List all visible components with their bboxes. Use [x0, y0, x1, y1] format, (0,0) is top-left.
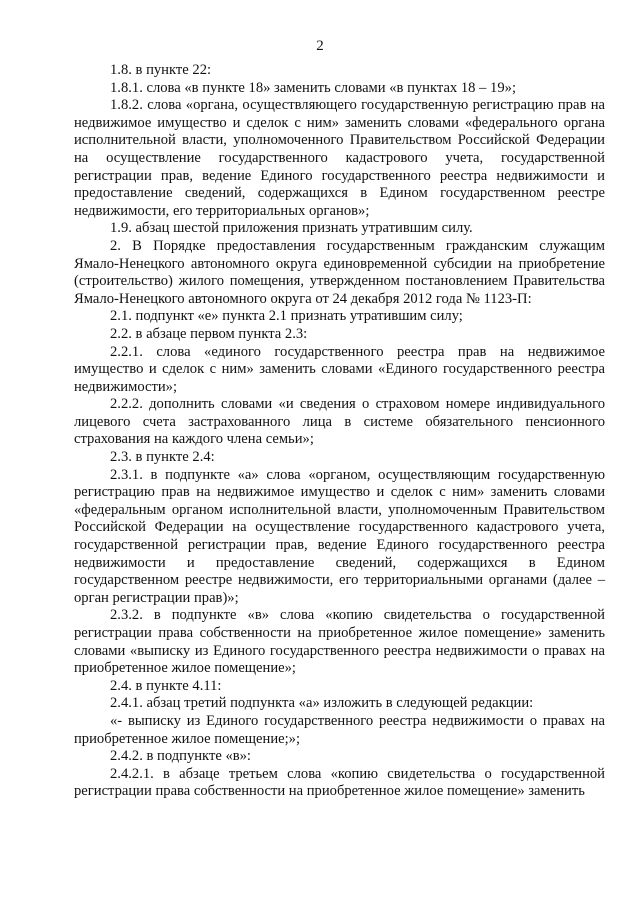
paragraph-2-2-1: 2.2.1. слова «единого государственного реестра прав на недвижимое имущество и сделок с ним» заменить словами «Единого государственного реестра недвижимости»; [74, 343, 605, 395]
paragraph-2-4-2: 2.4.2. в подпункте «в»: [110, 748, 251, 765]
paragraph-2-3-2: 2.3.2. в подпункте «в» слова «копию свидетельства о государственной регистрации права собственности на приобретенное жилое помещение» заменить словами «выписку из Единого государственного реестра недвижимости о правах на приобретенное жилое помещение»; [74, 607, 605, 677]
paragraph-2-1: 2.1. подпункт «е» пункта 2.1 признать утратившим силу; [110, 308, 463, 325]
paragraph-1-9: 1.9. абзац шестой приложения признать утратившим силу. [110, 220, 473, 237]
paragraph-2-3-1: 2.3.1. в подпункте «а» слова «органом, осуществляющим государственную регистрацию прав на недвижимое имущество и сделок с ним» заменить словами «федеральным органом исполнительной власти, уполномоченным Правительством Российской Федерации на осуществление государственного кадастрового учета, государственной регистрации прав, ведение Единого государственного реестра недвижимости и предоставление сведений, содержащихся в Едином государственном реестре недвижимости, его территориальными органами (далее – орган регистрации прав)»; [74, 466, 605, 606]
paragraph-2-4-1: 2.4.1. абзац третий подпункта «а» изложить в следующей редакции: [110, 695, 534, 712]
paragraph-1-8: 1.8. в пункте 22: [110, 62, 212, 78]
page-number: 2 [316, 38, 324, 54]
paragraph-2-3: 2.3. в пункте 2.4: [110, 449, 215, 466]
paragraph-2: 2. В Порядке предоставления государственным гражданским служащим Ямало-Ненецкого автономного округа единовременной субсидии на приобретение (строительство) жилого помещения, утвержденном постановлением Правительства Ямало-Ненецкого автономного округа от 24 декабря 2012 года № 1123-П: [74, 237, 605, 307]
paragraph-1-8-1: 1.8.1. слова «в пункте 18» заменить словами «в пунктах 18 – 19»; [110, 79, 517, 96]
paragraph-1-8-2: 1.8.2. слова «органа, осуществляющего государственную регистрацию прав на недвижимое имущество и сделок с ним» заменить словами «федерального органа исполнительной власти, уполномоченного Правительством Российской Федерации на осуществление государственного кадастрового учета, государственной регистрации прав, ведение Единого государственного реестра недвижимости и предоставление сведений, содержащихся в Едином государственном реестре недвижимости, его территориальных органов»; [74, 97, 605, 219]
paragraph-2-4: 2.4. в пункте 4.11: [110, 677, 222, 694]
paragraph-2-2-2: 2.2.2. дополнить словами «и сведения о страховом номере индивидуального лицевого счета застрахованного лица в системе обязательного пенсионного страхования на каждого члена семьи»; [74, 396, 605, 448]
document-body [74, 62, 605, 801]
paragraph-2-4-2-1: 2.4.2.1. в абзаце третьем слова «копию свидетельства о государственной регистрации права собственности на приобретенное жилое помещение» заменить [74, 765, 605, 800]
paragraph-quote: «- выписку из Единого государственного реестра недвижимости о правах на приобретенное жилое помещение;»; [74, 712, 605, 747]
paragraph-2-2: 2.2. в абзаце первом пункта 2.3: [110, 325, 308, 342]
